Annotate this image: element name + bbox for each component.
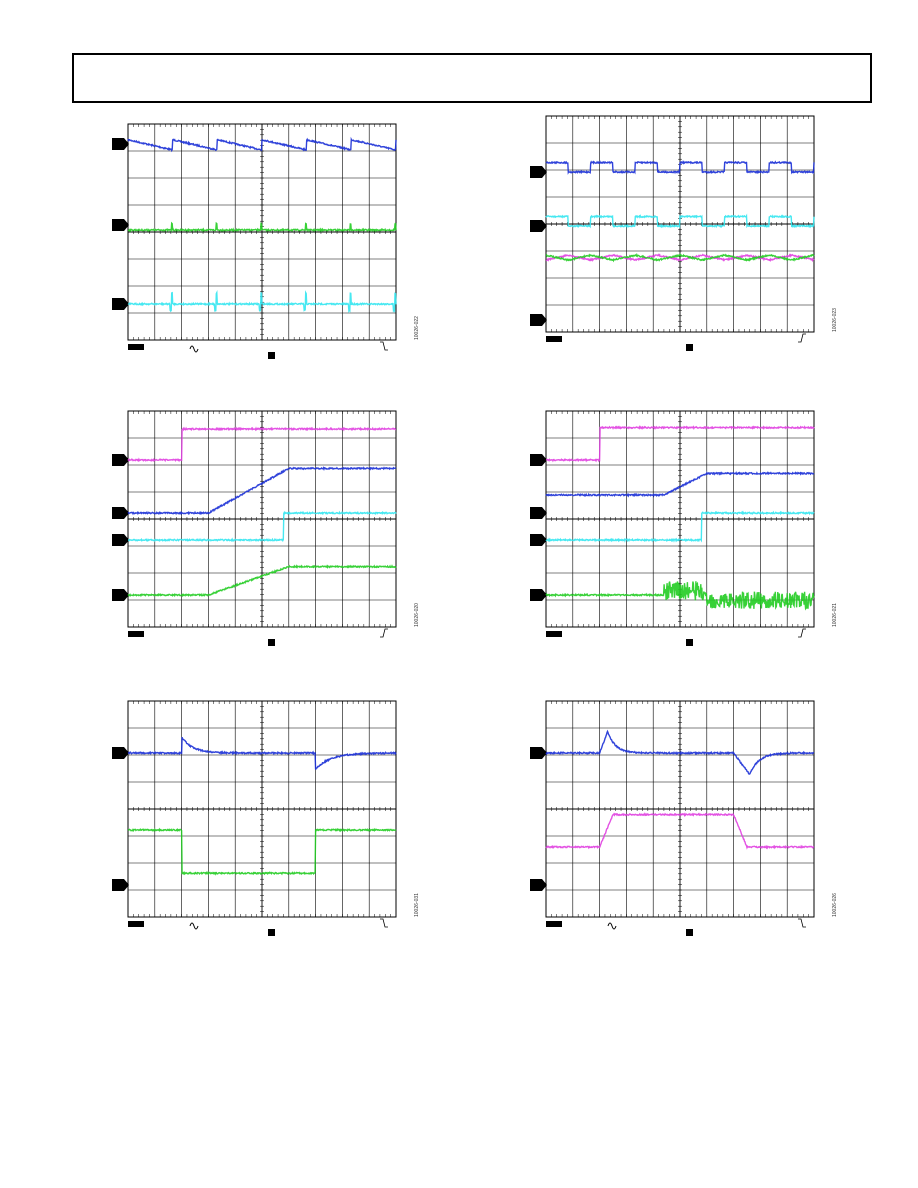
channel-ground-marker — [112, 454, 129, 466]
channel-ground-marker — [112, 534, 129, 546]
channel-ground-marker — [530, 879, 547, 891]
scope-status-bar — [128, 342, 388, 359]
figure-id-label: 10026-022 — [414, 316, 420, 340]
channel-ground-marker — [112, 138, 129, 150]
channel-ground-marker — [112, 879, 129, 891]
channel-ground-marker — [530, 507, 547, 519]
trigger-falling-icon — [380, 342, 388, 350]
channel-ground-marker — [530, 747, 547, 759]
scope-figure-5 — [110, 695, 420, 950]
trigger-rising-icon — [380, 629, 388, 637]
figure-id-label: 10026-026 — [832, 893, 838, 917]
trigger-rising-icon — [798, 334, 806, 342]
timebase-marker — [686, 929, 693, 936]
coupling-ac-icon — [190, 923, 198, 929]
coupling-ac-icon — [608, 923, 616, 929]
scope-figure-1 — [110, 118, 420, 378]
timebase-marker — [268, 639, 275, 646]
scope-grid — [546, 701, 814, 917]
figure-id-label: 10026-023 — [832, 308, 838, 332]
scope-status-bar — [128, 919, 388, 936]
scope-figure-2 — [528, 110, 838, 372]
channel-ground-marker — [112, 589, 129, 601]
page-header-box — [72, 53, 872, 103]
channel-ground-marker — [530, 534, 547, 546]
scope-figure-4 — [528, 405, 838, 660]
scope-figure-3 — [110, 405, 420, 660]
figure-id-label: 10026-021 — [832, 603, 838, 627]
channel-ground-marker — [530, 589, 547, 601]
channel-ground-marker — [530, 314, 547, 326]
trigger-rising-icon — [798, 629, 806, 637]
figure-id-label: 10026-031 — [414, 893, 420, 917]
channel-ground-marker — [530, 220, 547, 232]
channel-ground-marker — [530, 166, 547, 178]
scope-grid — [128, 701, 396, 917]
scope-grid — [128, 124, 396, 340]
channel-label-box — [128, 344, 144, 350]
scope-figure-6 — [528, 695, 838, 950]
scope-status-bar — [546, 334, 806, 351]
channel-ground-marker — [530, 454, 547, 466]
channel-label-box — [546, 336, 562, 342]
timebase-marker — [686, 344, 693, 351]
timebase-marker — [268, 929, 275, 936]
scope-status-bar — [546, 919, 806, 936]
coupling-ac-icon — [190, 346, 198, 352]
channel-ground-marker — [112, 219, 129, 231]
trigger-falling-icon — [798, 919, 806, 927]
channel-ground-marker — [112, 747, 129, 759]
channel-label-box — [546, 631, 562, 637]
scope-status-bar — [128, 629, 388, 646]
channel-ground-marker — [112, 507, 129, 519]
channel-label-box — [128, 631, 144, 637]
channel-ground-marker — [112, 298, 129, 310]
channel-label-box — [546, 921, 562, 927]
scope-status-bar — [546, 629, 806, 646]
channel-label-box — [128, 921, 144, 927]
trigger-falling-icon — [380, 919, 388, 927]
figure-id-label: 10026-020 — [414, 603, 420, 627]
timebase-marker — [686, 639, 693, 646]
timebase-marker — [268, 352, 275, 359]
